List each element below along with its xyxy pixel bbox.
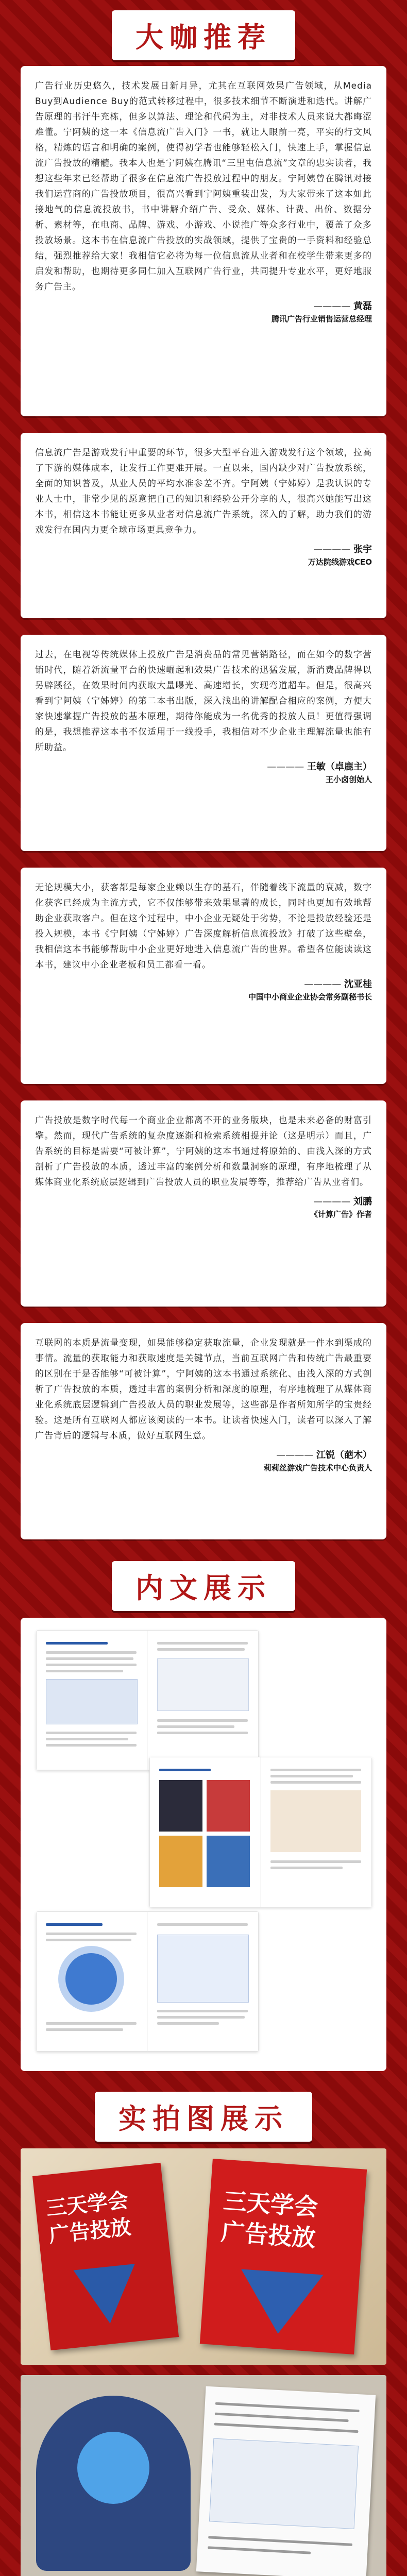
photos-header	[0, 2092, 407, 2142]
quote-author: ———— 刘鹏	[35, 1194, 372, 1208]
endorsements-title: 大咖推荐	[112, 10, 295, 60]
quote-card-4	[21, 868, 386, 1084]
quote-text: 无论规模大小，获客都是每家企业赖以生存的基石，伴随着线下流量的衰减，数字化获客已经成为主流方式，它不仅能够带来效果显著的成长，同时也更加有效地帮助企业获取客户。但在这个过程中，中小企业无疑处于劣势，不论是投放经验还是投入规模，本书《宁阿姨（宁姊婷）广告深度解析信息流投放》打破了这些壁垒，我相信这本书能够帮助中小企业更好地进入信息流广告的世界。希望各位能读读这本书，建议中小企业老板和员工都看一看。	[35, 883, 372, 970]
inner-pages-panel	[21, 1618, 386, 2071]
photos-title: 实拍图展示	[95, 2092, 312, 2142]
quote-text: 信息流广告是游戏发行中重要的环节，很多大型平台进入游戏发行这个领域，拉高了下游的媒体成本，让发行工作更难开展。一直以来，国内缺少对广告投放系统，全面的知识普及，从业人员的平均水准参差不齐。宁阿姨（宁姊婷）是我认识的专业人士中，非常少见的愿意把自己的知识和经验公开分享的人，很高兴她能写出这本书，相信这本书能让更多从业者对信息流广告系统，深入的了解，助力我们的游戏发行在国内力更全球市场更具竞争力。	[35, 448, 372, 535]
quote-card-2	[21, 433, 386, 618]
cover-title-line1: 三天学会	[45, 2188, 130, 2221]
quote-author: ———— 王敏（卓鹿主）	[35, 759, 372, 773]
quote-card-6	[21, 1323, 386, 1539]
photo-book-covers	[21, 2148, 386, 2365]
quote-role: 腾讯广告行业销售运营总经理	[271, 314, 372, 324]
quote-role: 王小卤创始人	[325, 775, 372, 784]
cover-title-line2: 广告投放	[220, 2217, 317, 2252]
photo-open-book	[21, 2375, 386, 2576]
quote-card-5	[21, 1100, 386, 1307]
quote-author: ———— 张宇	[35, 542, 372, 555]
quote-text: 过去，在电视等传统媒体上投放广告是消费品的常见营销路径，而在如今的数字营销时代，随着新流量平台的快速崛起和效果广告技术的迅猛发展，新消费品牌得以另辟蹊径，在效果时间内获取大量曝光、高速增长，实现弯道超车。但是，很高兴看到宁阿姨（宁姊婷）的第二本书出版，深入浅出的讲解配合相应的案例，方便大家快速掌握广告投放的基本原理，期待你能成为一名优秀的投放人员！更值得强调的是，我想推荐这本书不仅适用于一线投手，我相信对不少企业主理解流量也能有所助益。	[35, 650, 372, 753]
cover-title-line2: 广告投放	[47, 2215, 132, 2248]
inner-pages-title: 内文展示	[112, 1561, 295, 1611]
quote-role: 万达院线游戏CEO	[308, 557, 372, 567]
quote-author: ———— 黄磊	[35, 299, 372, 312]
inner-page-spread	[149, 1757, 372, 1907]
quote-text: 广告投放是数字时代每一个商业企业都离不开的业务版块，也是未来必备的财富引擎。然而，现代广告系统的复杂度逐渐和检索系统相提并论（这是明示）而且，广告系统的目标是需要“可被计算”，宁阿姨的这本书通过将原始的、由浅入深的方式剖析了广告投放的本质，透过丰富的案例分析和数量洞察的原理，有序地梳理了从媒体商业化系统底层逻辑到广告投放人员的职业发展等等，推荐给广告从业者们。	[35, 1115, 372, 1188]
quote-card-3	[21, 635, 386, 851]
quote-author: ———— 沈亚桂	[35, 977, 372, 990]
quote-card-1	[21, 66, 386, 416]
book-cover-left	[32, 2163, 179, 2350]
inner-pages-header	[0, 1561, 407, 1611]
book-cover-right	[200, 2159, 367, 2354]
quote-text: 广告行业历史悠久，技术发展日新月异，尤其在互联网效果广告领域，从Media Buy到Audience Buy的范式转移过程中，很多技术细节不断演进和迭代。讲解广告原理的书汗牛充栋，但多以算法、理论和代码为主，对非技术人员来说大都晦涩难懂。宁阿姨的这一本《信息流广告入门》一书，就让人眼前一亮，平实的行文风格，精炼的语言和明确的案例，使得初学者也能够轻松入门，快速上手，掌握信息流广告投放的精髓。我本人也是宁阿姨在腾讯“三里屯信息流”文章的忠实读者，我想这些年来已经帮助了很多在信息流广告投放过程中的朋友。宁阿姨曾在腾讯对接我们运营商的广告投放项目，很高兴看到宁阿姨重装出发，为大家带来了这本如此接地气的信息流投放书，书中讲解介绍广告、受众、媒体、计费、出价、数据分析、素材等，在电商、品牌、游戏、小游戏、小说推广等众多行业中，覆盖了众多投放场景。这本书在信息流广告投放的实战领域，提供了宝贵的一手资料和经验总结，强烈推荐给大家！我相信它必将为每一位信息流从业者和在校学生带来更多的启发和帮助，也期待更多同仁加入互联网广告行业，共同提升专业水平，更好地服务广告主。	[35, 81, 372, 292]
quote-role: 《计算广告》作者	[310, 1210, 372, 1219]
quote-text: 互联网的本质是流量变现，如果能够稳定获取流量，企业发现就是一件水到渠成的事情。流量的获取能力和获取速度是关键节点，当前互联网广告和传统广告最重要的区别在于是否能够“可被计算”，宁阿姨的这本书通过系统化、由浅入深的方式剖析了广告投放的本质，透过丰富的案例分析和深度的原理，有序地梳理了从媒体商业化系统底层逻辑到广告投放人员的职业发展等，这些都是作者所知所学的宝贵经验。这是所有互联网人都应该阅读的一本书。让读者快速入门，读者可以深入了解广告背后的逻辑与本质，做好互联网生意。	[35, 1338, 372, 1441]
endorsements-header	[0, 10, 407, 60]
inner-page-spread	[36, 1911, 259, 2052]
cover-title-line1: 三天学会	[222, 2187, 319, 2222]
quote-role: 中国中小商业企业协会常务副秘书长	[248, 992, 372, 1002]
quote-role: 莉莉丝游戏广告技术中心负责人	[263, 1463, 372, 1472]
quote-author: ———— 江锐（葩木）	[35, 1448, 372, 1461]
inner-page-spread	[36, 1630, 259, 1770]
